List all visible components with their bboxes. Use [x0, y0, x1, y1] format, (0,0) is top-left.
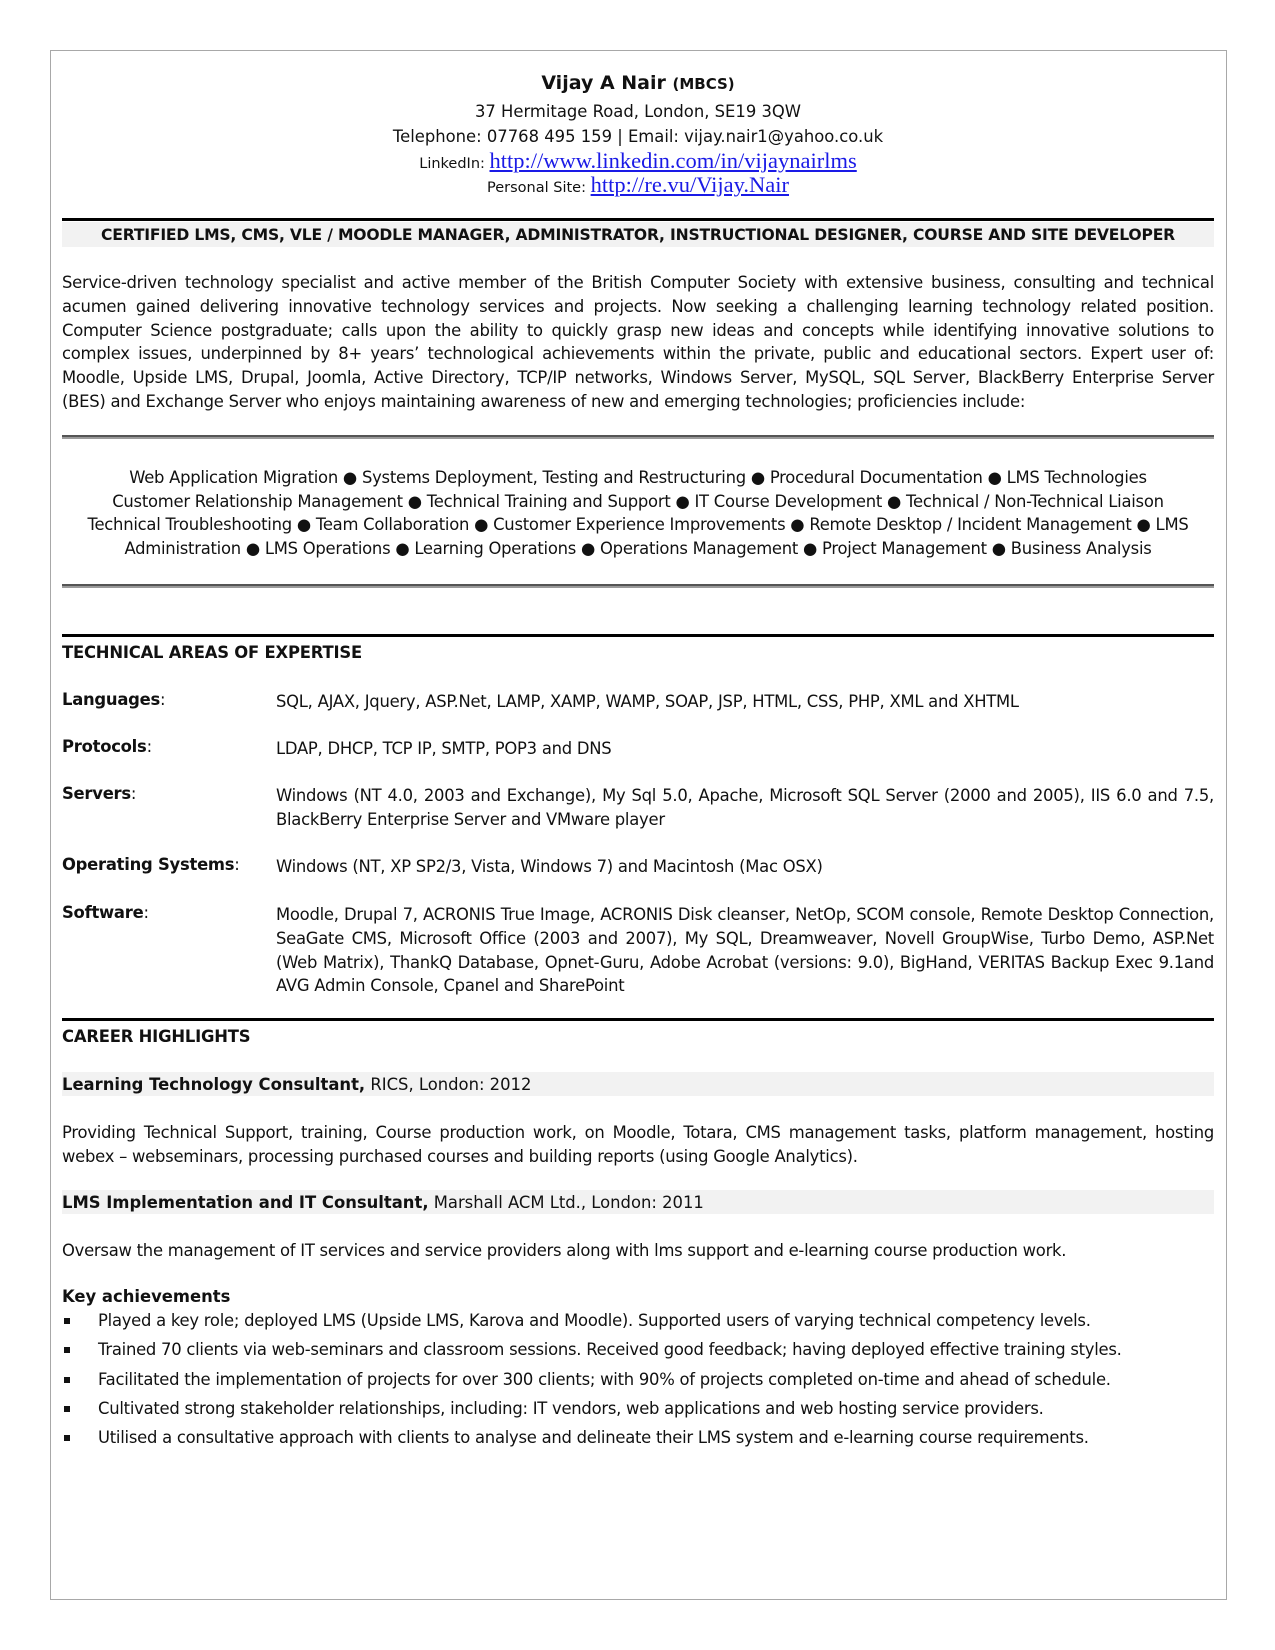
expertise-value: Windows (NT, XP SP2/3, Vista, Windows 7) and Macintosh (Mac OSX) — [276, 857, 823, 876]
expertise-label: Languages: — [62, 690, 166, 709]
expertise-value: Windows (NT 4.0, 2003 and Exchange), My Sql 5.0, Apache, Microsoft SQL Server (2000 and 2005), IIS 6.0 and 7.5, BlackBerry Enterprise Server and VMware player — [276, 786, 1214, 829]
role-title: Learning Technology Consultant, — [62, 1075, 366, 1094]
skills-line: Web Application Migration ● Systems Deployment, Testing and Restructuring ● Procedural Documentation ● LMS Technologies — [129, 468, 1147, 487]
square-bullet-icon — [64, 1347, 70, 1353]
list-item: Facilitated the implementation of projects for over 300 clients; with 90% of projects completed on-time and ahead of schedule. — [62, 1369, 1214, 1398]
skills-line: Administration ● LMS Operations ● Learning Operations ● Operations Management ● Project Management ● Business Analysis — [124, 538, 1152, 558]
section-title-career: CAREER HIGHLIGHTS — [62, 1027, 251, 1046]
square-bullet-icon — [64, 1377, 70, 1383]
expertise-label: Operating Systems: — [62, 855, 240, 874]
key-achievements-heading: Key achievements — [62, 1287, 231, 1306]
divider — [62, 435, 1214, 439]
credential: (MBCS) — [672, 75, 735, 93]
name-text: Vijay A Nair — [541, 72, 666, 94]
list-item: Cultivated strong stakeholder relationships, including: IT vendors, web applications and web hosting service providers. — [62, 1398, 1214, 1427]
square-bullet-icon — [64, 1435, 70, 1441]
divider — [62, 218, 1214, 221]
professional-title: CERTIFIED LMS, CMS, VLE / MOODLE MANAGER, ADMINISTRATOR, INSTRUCTIONAL DESIGNER, COURSE AND SITE DEVELOPER — [62, 222, 1214, 247]
expertise-value: SQL, AJAX, Jquery, ASP.Net, LAMP, XAMP, WAMP, SOAP, JSP, HTML, CSS, PHP, XML and XHTML — [276, 692, 1019, 711]
linkedin-link[interactable]: http://www.linkedin.com/in/vijaynairlms — [489, 148, 857, 173]
address: 37 Hermitage Road, London, SE19 3QW — [474, 102, 802, 121]
skills-line: Technical Troubleshooting ● Team Collaboration ● Customer Experience Improvements ● Remote Desktop / Incident Management ● LMS — [87, 515, 1189, 534]
candidate-name — [62, 72, 1214, 94]
divider — [62, 634, 1214, 637]
skills-line: Customer Relationship Management ● Technical Training and Support ● IT Course Development ● Technical / Non-Technical Liaison — [112, 491, 1164, 511]
divider — [62, 584, 1214, 588]
expertise-label: Protocols: — [62, 737, 152, 756]
personal-site-label: Personal Site: — [487, 180, 586, 196]
role-heading — [62, 1190, 1214, 1214]
linkedin-label: LinkedIn: — [419, 156, 485, 172]
divider — [62, 1018, 1214, 1021]
list-item: Utilised a consultative approach with clients to analyse and delineate their LMS system and e-learning course requirements. — [62, 1427, 1214, 1456]
expertise-value: LDAP, DHCP, TCP IP, SMTP, POP3 and DNS — [276, 739, 612, 758]
expertise-label: Servers: — [62, 784, 137, 803]
section-title-expertise: TECHNICAL AREAS OF EXPERTISE — [62, 643, 362, 662]
square-bullet-icon — [64, 1406, 70, 1412]
list-item: Trained 70 clients via web-seminars and classroom sessions. Received good feedback; having deployed effective training styles. — [62, 1339, 1214, 1368]
square-bullet-icon — [64, 1318, 70, 1324]
contact-line: Telephone: 07768 495 159 | Email: vijay.nair1@yahoo.co.uk — [392, 127, 884, 146]
expertise-value: Moodle, Drupal 7, ACRONIS True Image, ACRONIS Disk cleanser, NetOp, SCOM console, Remote Desktop Connection, SeaGate CMS, Microsoft Office (2003 and 2007), My SQL, Dreamweaver, Novell GroupWise, Turbo Demo, ASP.Net (Web Matrix), ThankQ Database, Opnet-Guru, Adobe Acrobat (versions: 9.0), BigHand, VERITAS Backup Exec 9.1and AVG Admin Console, Cpanel and SharePoint — [276, 905, 1214, 996]
summary-paragraph: Service-driven technology specialist and active member of the British Computer Society with extensive business, consulting and technical acumen gained delivering innovative technology services and projects. Now seeking a challenging learning technology related position. Computer Science postgraduate; calls upon the ability to quickly grasp new ideas and concepts while identifying innovative solutions to complex issues, underpinned by 8+ years’ technological achievements within the private, public and educational sectors. Expert user of: Moodle, Upside LMS, Drupal, Joomla, Active Directory, TCP/IP networks, Windows Server, MySQL, SQL Server, BlackBerry Enterprise Server (BES) and Exchange Server who enjoys maintaining awareness of new and emerging technologies; proficiencies include: — [62, 273, 1214, 411]
skills-list — [62, 466, 1214, 560]
role-description: Providing Technical Support, training, Course production work, on Moodle, Totara, CMS management tasks, platform management, hosting webex – webseminars, processing purchased courses and building reports (using Google Analytics). — [62, 1123, 1214, 1166]
personal-site-line — [62, 172, 1214, 198]
list-item: Played a key role; deployed LMS (Upside LMS, Karova and Moodle). Supported users of varying technical competency levels. — [62, 1310, 1214, 1339]
role-heading — [62, 1072, 1214, 1096]
linkedin-line — [62, 148, 1214, 174]
role-details: Marshall ACM Ltd., London: 2011 — [428, 1193, 704, 1212]
expertise-label: Software: — [62, 903, 149, 922]
personal-site-link[interactable]: http://re.vu/Vijay.Nair — [590, 172, 789, 197]
role-title: LMS Implementation and IT Consultant, — [62, 1193, 429, 1212]
achievements-list — [62, 1310, 1214, 1456]
role-description: Oversaw the management of IT services and service providers along with lms support and e-learning course production work. — [62, 1241, 1067, 1260]
role-details: RICS, London: 2012 — [365, 1075, 532, 1094]
